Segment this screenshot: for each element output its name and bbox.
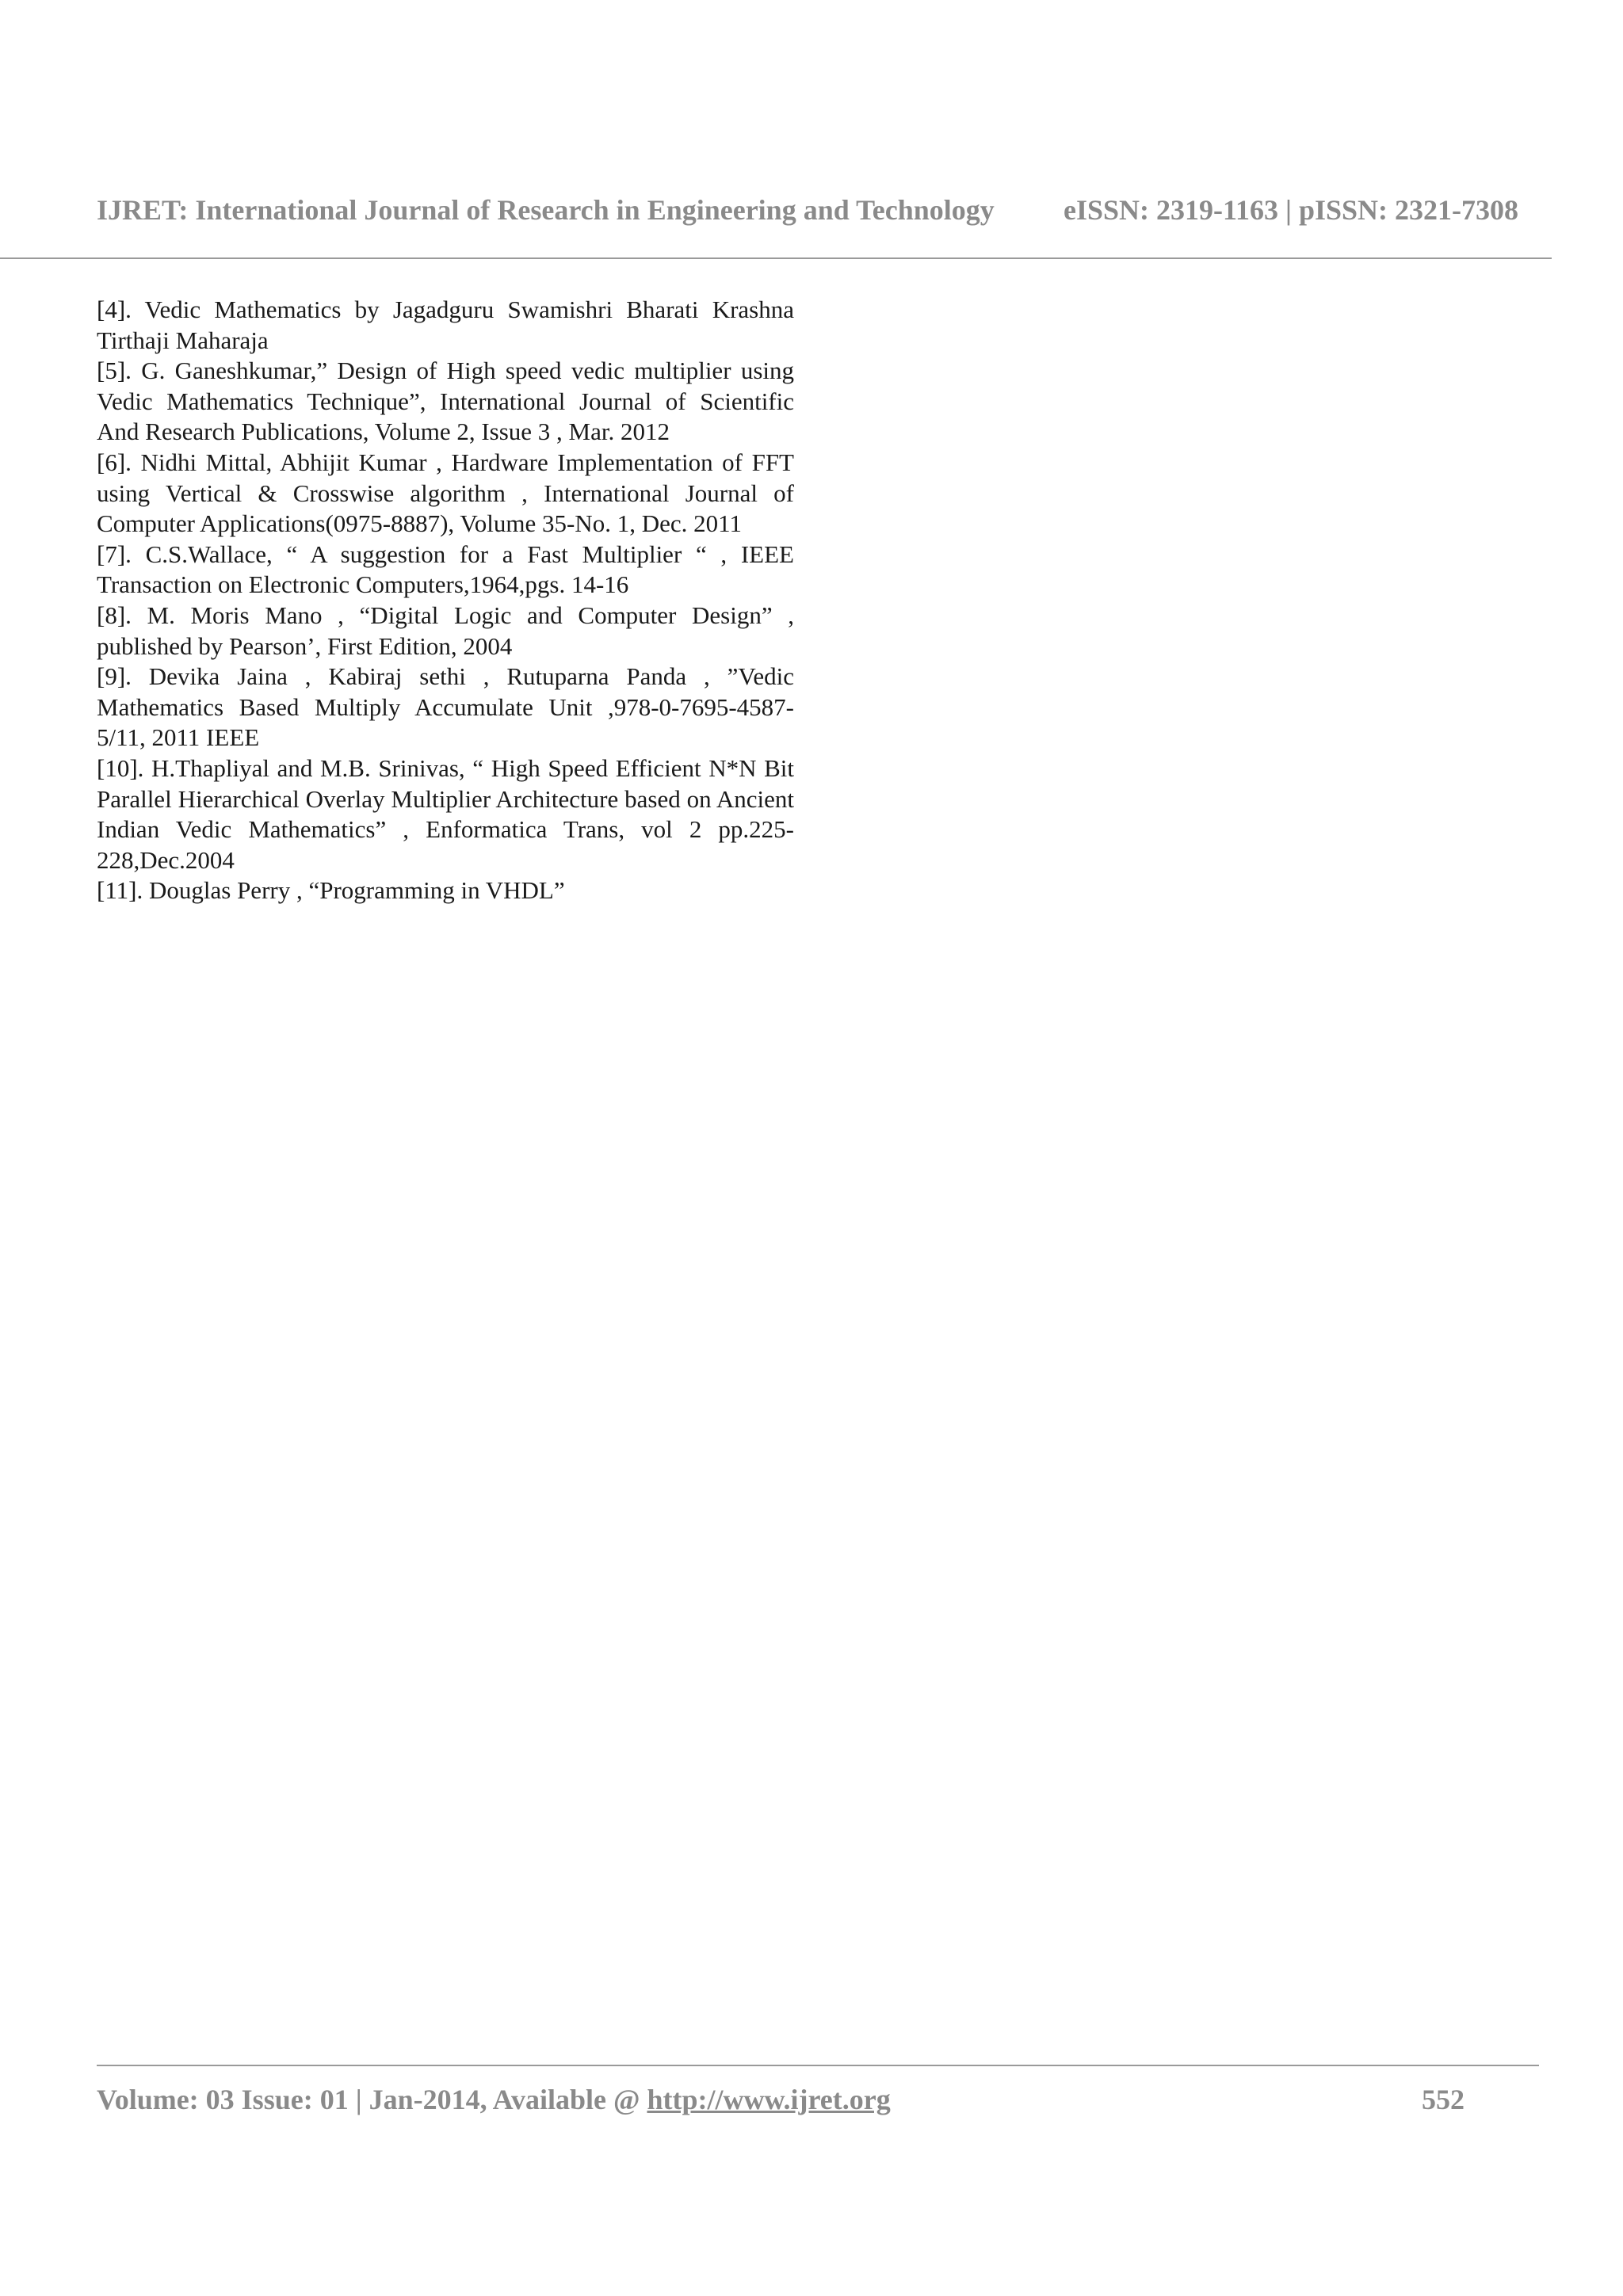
reference-item: [11]. Douglas Perry , “Programming in VHDL” [97,876,565,905]
page-number: 552 [1422,2084,1465,2115]
reference-item: [6]. Nidhi Mittal, Abhijit Kumar , Hardware Implementation of FFT using Vertical & Crosswise algorithm , International Journal of Computer Applications(0975-8887), Volume 35-No. 1, Dec. 2011 [97,448,794,538]
page-header [0,0,1623,261]
header-divider [0,257,1552,259]
journal-website-link[interactable]: http://www.ijret.org [647,2084,891,2115]
reference-item: [5]. G. Ganeshkumar,” Design of High speed vedic multiplier using Vedic Mathematics Technique”, International Journal of Scientific And Research Publications, Volume 2, Issue 3 , Mar. 2012 [97,357,794,446]
footer-volume-info [97,2082,891,2117]
reference-item: [4]. Vedic Mathematics by Jagadguru Swamishri Bharati Krashna Tirthaji Maharaja [97,296,794,354]
reference-item: [10]. H.Thapliyal and M.B. Srinivas, “ High Speed Efficient N*N Bit Parallel Hierarchical Overlay Multiplier Architecture based on Ancient Indian Vedic Mathematics” , Enformatica Trans, vol 2 pp.225-228,Dec.2004 [97,753,794,874]
footer-volume-text: Volume: 03 Issue: 01 | Jan-2014, Available @ [97,2084,647,2115]
reference-item: [8]. M. Moris Mano , “Digital Logic and Computer Design” , published by Pearson’, First Edition, 2004 [97,601,794,660]
footer-divider [97,2065,1539,2066]
issn-numbers: eISSN: 2319-1163 | pISSN: 2321-7308 [1064,194,1518,226]
journal-name: IJRET: International Journal of Research in Engineering and Technology [97,194,995,226]
reference-list [97,295,794,906]
reference-item: [7]. C.S.Wallace, “ A suggestion for a Fast Multiplier “ , IEEE Transaction on Electronic Computers,1964,pgs. 14-16 [97,540,794,599]
reference-item: [9]. Devika Jaina , Kabiraj sethi , Rutuparna Panda , ”Vedic Mathematics Based Multiply Accumulate Unit ,978-0-7695-4587-5/11, 2011 IEEE [97,662,794,752]
